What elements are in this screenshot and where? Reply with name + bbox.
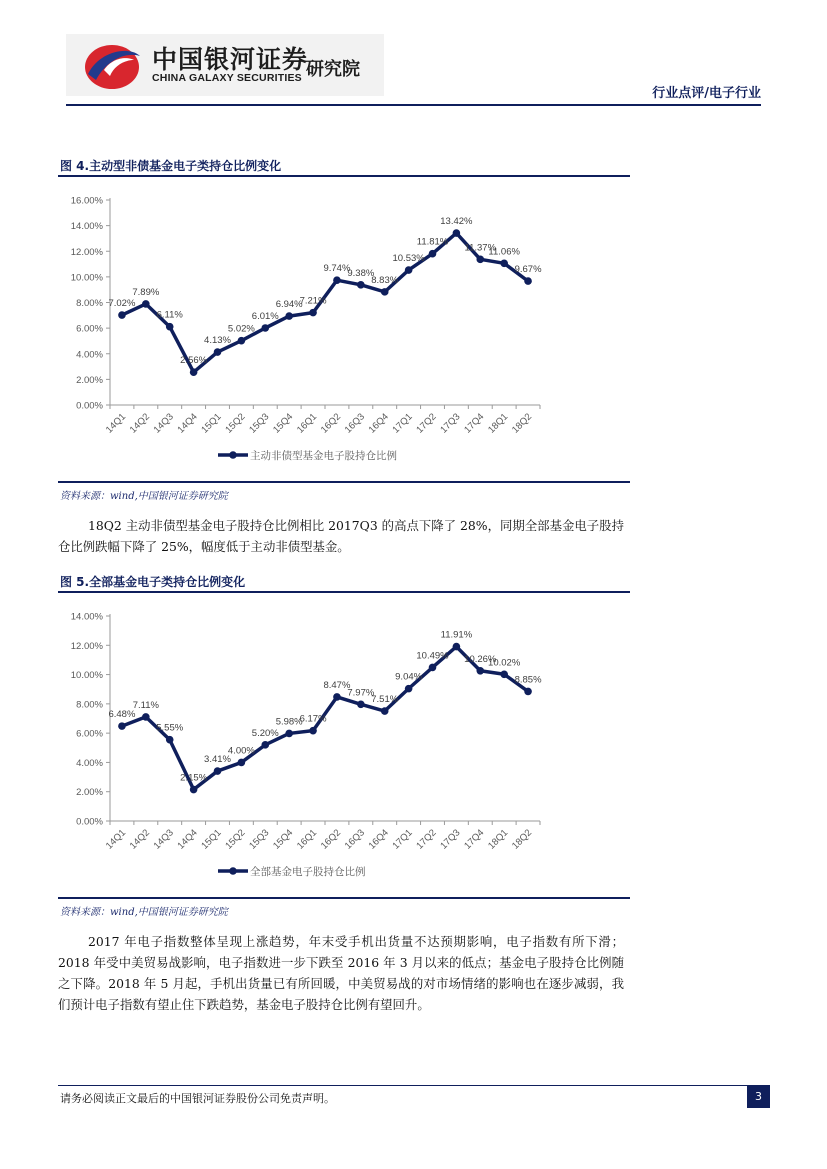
x-tick-label: 16Q1 bbox=[294, 827, 320, 852]
figure4-bottom-rule bbox=[58, 481, 630, 483]
x-tick-label: 15Q1 bbox=[199, 411, 224, 436]
data-label: 7.51% bbox=[371, 694, 399, 706]
x-tick-label: 15Q4 bbox=[271, 411, 296, 436]
data-label: 7.21% bbox=[299, 295, 327, 307]
data-point bbox=[524, 688, 532, 696]
x-tick-label: 15Q3 bbox=[247, 411, 272, 436]
data-point bbox=[118, 722, 126, 730]
data-label: 9.67% bbox=[514, 264, 542, 276]
header-divider bbox=[66, 104, 761, 106]
paragraph-2: 2017 年电子指数整体呈现上涨趋势，年末受手机出货量不达预期影响，电子指数有所下滑；2018 年受中美贸易战影响，电子指数进一步下跌至 2016 年 3 月以来的低点；基金电子股持仓比例随之下降。2018 年 5 月起，手机出货量已有所回暖，中美贸易战的对市场情绪的影响也在逐步减弱，我们预计电子指数有望止住下跌趋势，基金电子股持仓比例有望回升。 bbox=[58, 934, 624, 1012]
data-point bbox=[309, 727, 317, 735]
data-point bbox=[453, 229, 461, 237]
data-label: 7.11% bbox=[132, 699, 159, 711]
y-tick-label: 4.00% bbox=[76, 757, 103, 769]
data-label: 13.42% bbox=[440, 216, 473, 228]
data-label: 9.38% bbox=[347, 267, 375, 279]
x-tick-label: 15Q4 bbox=[271, 827, 296, 852]
data-point bbox=[453, 643, 461, 651]
x-tick-label: 16Q4 bbox=[366, 827, 391, 852]
brand-name-en: CHINA GALAXY SECURITIES bbox=[152, 72, 302, 84]
data-point bbox=[261, 324, 269, 332]
footer-disclaimer: 请务必阅读正文最后的中国银河证券股份公司免责声明。 bbox=[60, 1092, 335, 1105]
data-label: 6.17% bbox=[299, 713, 327, 725]
x-tick-label: 18Q1 bbox=[486, 827, 511, 852]
legend-marker bbox=[229, 451, 237, 459]
x-tick-label: 14Q4 bbox=[175, 411, 200, 436]
data-label: 11.37% bbox=[464, 242, 497, 254]
x-tick-label: 15Q2 bbox=[223, 411, 248, 436]
page-number: 3 bbox=[747, 1085, 770, 1108]
y-tick-label: 6.00% bbox=[76, 323, 103, 335]
y-tick-label: 12.00% bbox=[70, 640, 103, 652]
figure5-top-rule bbox=[58, 591, 630, 593]
x-tick-label: 17Q3 bbox=[438, 827, 463, 852]
brand-name-cn: 中国银河证券 bbox=[152, 45, 309, 74]
data-label: 2.15% bbox=[180, 772, 208, 784]
data-point bbox=[166, 736, 174, 744]
x-tick-label: 16Q3 bbox=[342, 827, 367, 852]
x-tick-label: 16Q1 bbox=[294, 411, 320, 436]
data-label: 7.97% bbox=[347, 687, 375, 699]
data-label: 4.00% bbox=[227, 745, 255, 757]
data-label: 10.02% bbox=[488, 657, 521, 669]
data-label: 10.53% bbox=[392, 253, 425, 265]
legend-label: 全部基金电子股持仓比例 bbox=[250, 866, 366, 878]
figure5-bottom-rule bbox=[58, 897, 630, 899]
y-tick-label: 4.00% bbox=[76, 349, 103, 361]
x-tick-label: 14Q3 bbox=[151, 827, 176, 852]
data-label: 10.49% bbox=[416, 650, 449, 662]
data-label: 7.89% bbox=[132, 286, 160, 298]
y-tick-label: 0.00% bbox=[76, 400, 103, 412]
data-point bbox=[285, 312, 293, 320]
data-point bbox=[405, 685, 413, 693]
data-point bbox=[214, 348, 222, 356]
y-tick-label: 14.00% bbox=[70, 221, 103, 233]
data-point bbox=[500, 259, 508, 267]
data-label: 6.01% bbox=[251, 310, 279, 322]
data-point bbox=[190, 786, 198, 794]
data-point bbox=[429, 250, 437, 258]
data-point bbox=[357, 700, 365, 708]
x-tick-label: 18Q1 bbox=[486, 411, 511, 436]
data-point bbox=[405, 266, 413, 274]
x-tick-label: 15Q1 bbox=[199, 827, 224, 852]
data-point bbox=[118, 311, 126, 319]
y-tick-label: 10.00% bbox=[70, 272, 103, 284]
y-tick-label: 10.00% bbox=[70, 670, 103, 682]
x-tick-label: 14Q1 bbox=[103, 411, 129, 436]
data-label: 9.74% bbox=[323, 263, 351, 275]
data-label: 6.94% bbox=[275, 299, 303, 311]
x-tick-label: 17Q4 bbox=[462, 411, 487, 436]
x-tick-label: 17Q1 bbox=[390, 411, 415, 436]
x-tick-label: 18Q2 bbox=[509, 411, 535, 436]
data-point bbox=[142, 713, 150, 721]
data-point bbox=[333, 693, 341, 701]
data-label: 7.02% bbox=[108, 298, 136, 310]
y-tick-label: 8.00% bbox=[76, 699, 103, 711]
data-label: 11.06% bbox=[488, 246, 520, 258]
x-tick-label: 17Q3 bbox=[438, 411, 463, 436]
figure5-source: 资料来源：wind,中国银河证券研究院 bbox=[60, 907, 228, 918]
x-tick-label: 17Q2 bbox=[414, 827, 439, 852]
data-point bbox=[333, 276, 341, 284]
data-point bbox=[238, 759, 246, 767]
data-label: 5.02% bbox=[227, 323, 255, 335]
x-tick-label: 17Q2 bbox=[414, 411, 439, 436]
y-tick-label: 6.00% bbox=[76, 728, 103, 740]
data-label: 2.56% bbox=[180, 355, 208, 367]
y-tick-label: 2.00% bbox=[76, 374, 103, 386]
y-tick-label: 14.00% bbox=[70, 611, 103, 623]
data-point bbox=[166, 323, 174, 331]
x-tick-label: 14Q2 bbox=[127, 827, 152, 852]
data-point bbox=[214, 767, 222, 775]
x-tick-label: 17Q1 bbox=[390, 827, 415, 852]
figure4-title: 图 4.主动型非债基金电子类持仓比例变化 bbox=[60, 159, 282, 173]
legend-marker bbox=[229, 867, 237, 875]
report-category: 行业点评/电子行业 bbox=[652, 86, 761, 101]
data-label: 5.20% bbox=[251, 727, 279, 739]
data-label: 5.55% bbox=[156, 722, 184, 734]
data-label: 9.04% bbox=[395, 671, 423, 683]
data-point bbox=[285, 730, 293, 738]
data-label: 6.11% bbox=[156, 309, 183, 321]
y-tick-label: 12.00% bbox=[70, 246, 103, 258]
data-point bbox=[238, 337, 246, 345]
x-tick-label: 14Q4 bbox=[175, 827, 200, 852]
data-point bbox=[500, 670, 508, 678]
data-label: 11.91% bbox=[440, 629, 473, 641]
x-tick-label: 18Q2 bbox=[509, 827, 535, 852]
x-tick-label: 17Q4 bbox=[462, 827, 487, 852]
data-point bbox=[429, 664, 437, 672]
data-point bbox=[190, 368, 198, 376]
data-label: 11.81% bbox=[416, 236, 449, 248]
y-tick-label: 0.00% bbox=[76, 816, 103, 828]
x-tick-label: 15Q2 bbox=[223, 827, 248, 852]
figure4-source: 资料来源：wind,中国银河证券研究院 bbox=[60, 491, 228, 502]
brand-institute: 研究院 bbox=[306, 59, 360, 80]
x-tick-label: 16Q2 bbox=[318, 827, 344, 852]
galaxy-logo-icon bbox=[82, 40, 144, 92]
data-label: 8.83% bbox=[371, 274, 399, 286]
data-point bbox=[476, 667, 484, 675]
x-tick-label: 14Q2 bbox=[127, 411, 152, 436]
x-tick-label: 14Q3 bbox=[151, 411, 176, 436]
data-label: 8.47% bbox=[323, 679, 351, 691]
figure5-chart bbox=[58, 596, 630, 896]
footer-divider bbox=[58, 1085, 770, 1086]
y-tick-label: 2.00% bbox=[76, 787, 103, 799]
data-point bbox=[381, 707, 389, 715]
x-tick-label: 16Q4 bbox=[366, 411, 391, 436]
y-tick-label: 16.00% bbox=[70, 195, 103, 207]
data-point bbox=[524, 277, 532, 285]
x-tick-label: 16Q3 bbox=[342, 411, 367, 436]
x-tick-label: 16Q2 bbox=[318, 411, 344, 436]
data-label: 3.41% bbox=[204, 754, 231, 766]
data-label: 8.85% bbox=[514, 674, 542, 686]
data-label: 10.26% bbox=[464, 653, 497, 665]
data-point bbox=[261, 741, 269, 749]
data-label: 4.13% bbox=[204, 335, 231, 347]
data-label: 5.98% bbox=[275, 716, 303, 728]
figure4-chart bbox=[58, 180, 630, 480]
data-point bbox=[476, 256, 484, 264]
figure5-title: 图 5.全部基金电子类持仓比例变化 bbox=[60, 575, 246, 589]
data-label: 6.48% bbox=[108, 709, 136, 721]
paragraph-1: 18Q2 主动非债型基金电子股持仓比例相比 2017Q3 的高点下降了 28%，同期全部基金电子股持仓比例跌幅下降了 25%，幅度低于主动非债型基金。 bbox=[58, 518, 624, 554]
y-tick-label: 8.00% bbox=[76, 298, 103, 309]
data-point bbox=[381, 288, 389, 296]
data-point bbox=[309, 309, 317, 317]
x-tick-label: 14Q1 bbox=[103, 827, 129, 852]
figure4-top-rule bbox=[58, 175, 630, 177]
data-point bbox=[142, 300, 150, 308]
legend-label: 主动非债型基金电子股持仓比例 bbox=[250, 450, 397, 462]
data-point bbox=[357, 281, 365, 289]
x-tick-label: 15Q3 bbox=[247, 827, 272, 852]
